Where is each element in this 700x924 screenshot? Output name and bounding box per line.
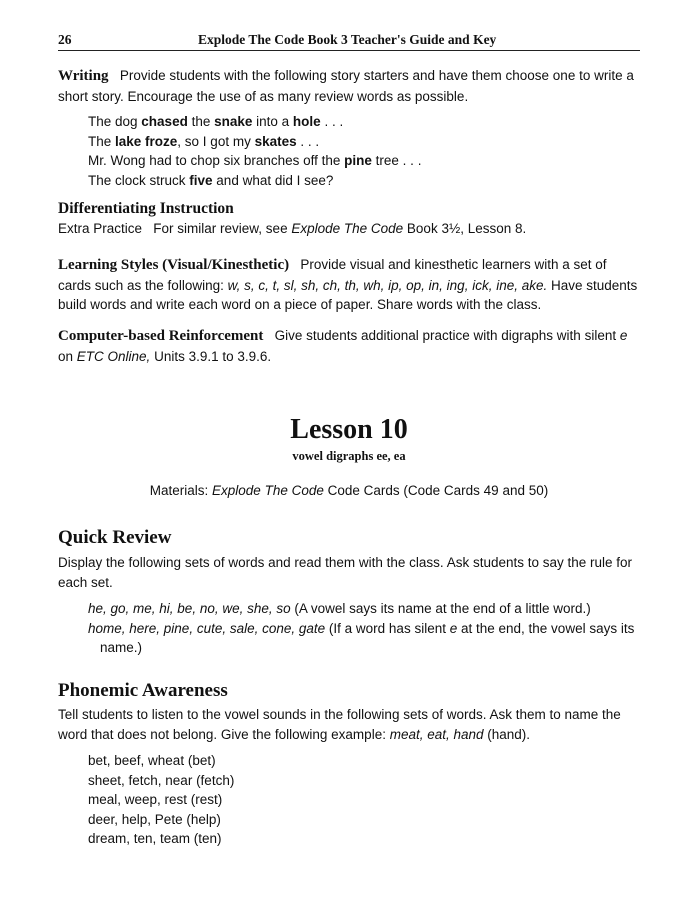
story-starter: The clock struck five and what did I see? — [88, 172, 334, 188]
word-set: home, here, pine, cute, sale, cone, gate (If a word has silent e at the end, the vowel says its name.) — [88, 620, 635, 655]
phonemic-sets — [88, 751, 640, 849]
running-head-title: Explode The Code Book 3 Teacher's Guide and Key — [198, 32, 497, 47]
learning-styles-heading: Learning Styles (Visual/Kinesthetic) — [58, 257, 290, 273]
computer-heading: Computer-based Reinforcement — [58, 328, 264, 344]
writing-heading: Writing — [58, 68, 109, 84]
materials-line: Materials: Explode The Code Code Cards (Code Cards 49 and 50) — [149, 483, 549, 498]
quick-review-sets — [88, 599, 640, 658]
running-header — [58, 30, 640, 51]
phonemic-text: Tell students to listen to the vowel sounds in the following sets of words. Ask them to name the word that does not belong. Give the following example: meat, eat, hand (hand). — [58, 707, 621, 742]
extra-practice: Extra Practice For similar review, see Explode The Code Book 3½, Lesson 8. — [58, 221, 527, 236]
list-item: sheet, fetch, near (fetch) — [88, 772, 235, 788]
writing-paragraph — [58, 66, 640, 106]
list-item: bet, beef, wheat (bet) — [88, 753, 216, 768]
lesson-subtitle: vowel digraphs ee, ea — [292, 449, 406, 463]
learning-styles-paragraph: Learning Styles (Visual/Kinesthetic) Provide visual and kinesthetic learners with a set of cards such as the following: w, s, c, t, sl, sh, ch, th, wh, ip, op, in, ing, ick, ine, ake. Have students build words and write each word on a piece of paper. Share words with the class. — [58, 257, 638, 312]
extra-practice-label: Extra Practice — [58, 221, 143, 236]
card-list: w, s, c, t, sl, sh, ch, th, wh, ip, op, in, ing, ick, ine, ake. — [227, 277, 548, 293]
story-starter: The dog chased the snake into a hole . . . — [88, 114, 344, 129]
phonemic-heading: Phonemic Awareness — [58, 680, 228, 701]
quick-review-heading: Quick Review — [58, 527, 172, 548]
page-number: 26 — [58, 32, 72, 47]
quick-review-text: Display the following sets of words and read them with the class. Ask students to say the rule for each set. — [58, 555, 633, 590]
computer-reinforcement-paragraph: Computer-based Reinforcement Give students additional practice with digraphs with silent e on ETC Online, Units 3.9.1 to 3.9.6. — [58, 328, 628, 364]
list-item: deer, help, Pete (help) — [88, 811, 221, 827]
word-set: he, go, me, hi, be, no, we, she, so (A vowel says its name at the end of a little word.) — [88, 601, 591, 616]
differentiating-heading: Differentiating Instruction — [58, 200, 234, 217]
story-starter: The lake froze, so I got my skates . . . — [88, 133, 320, 149]
list-item: meal, weep, rest (rest) — [88, 792, 223, 807]
writing-text: Provide students with the following story starters and have them choose one to write a short story. Encourage the use of as many review words as possible. — [58, 68, 634, 104]
story-starters — [88, 112, 640, 190]
lesson-title: Lesson 10 — [290, 414, 408, 445]
list-item: dream, ten, team (ten) — [88, 831, 222, 846]
story-starter: Mr. Wong had to chop six branches off the pine tree . . . — [88, 153, 422, 168]
